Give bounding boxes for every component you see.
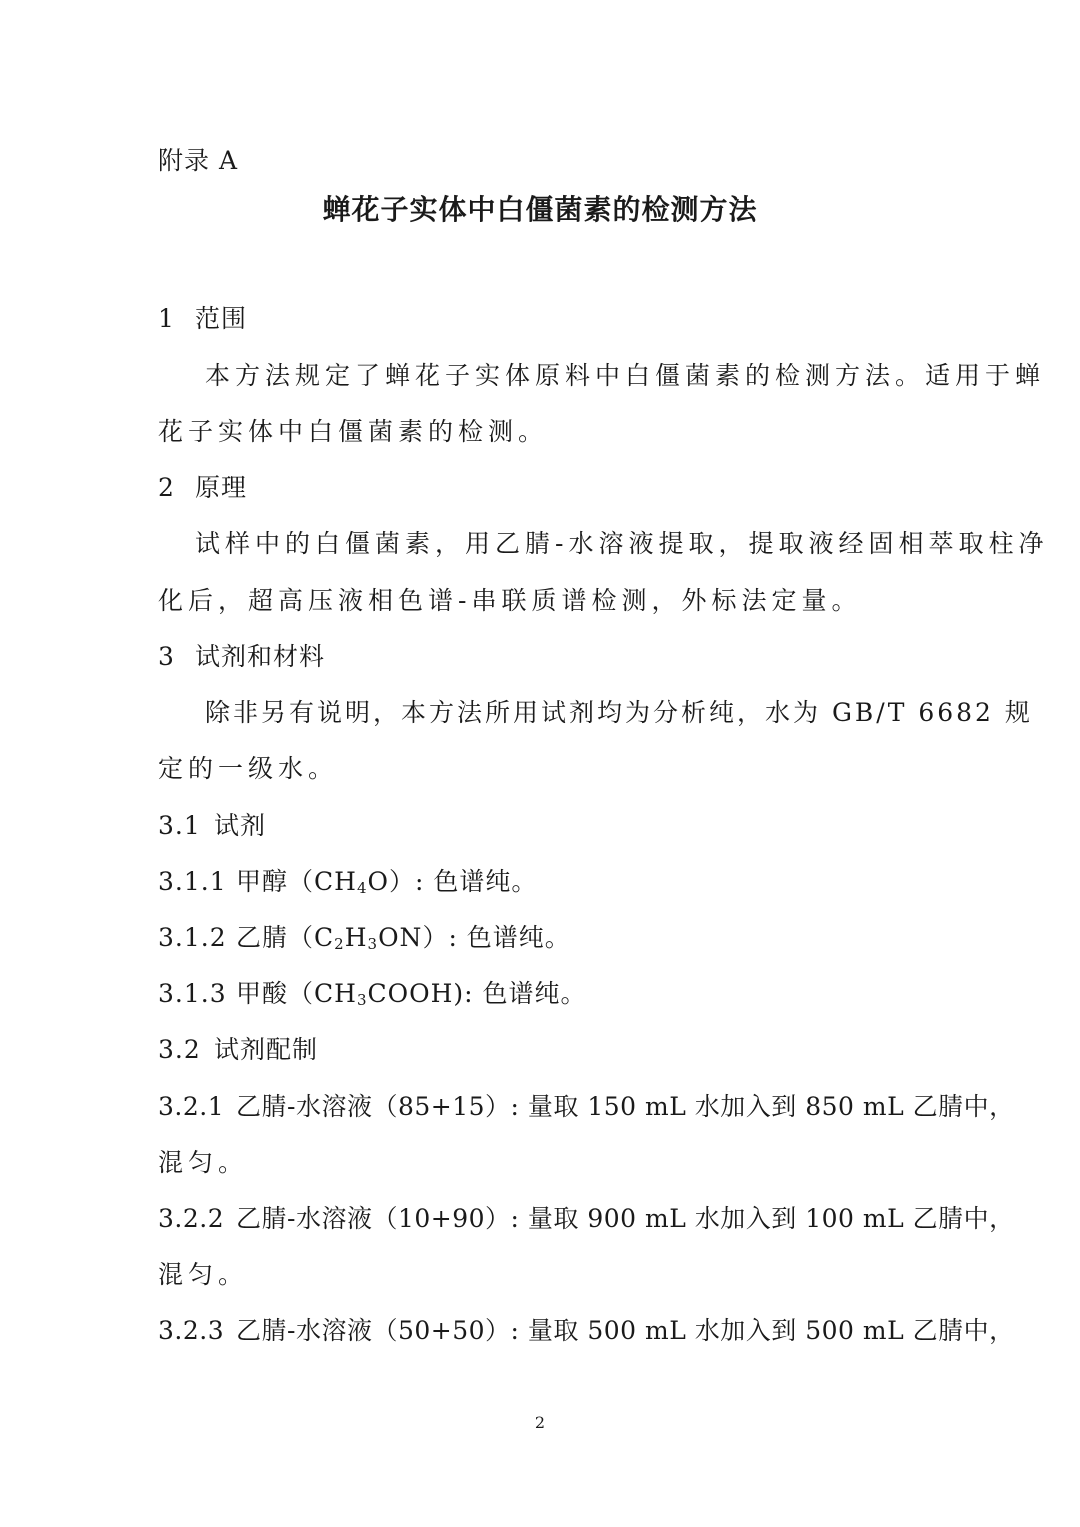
section-1-paragraph-line-1: 本方法规定了蝉花子实体原料中白僵菌素的检测方法。适用于蝉 [205, 361, 1046, 390]
formula-subscript: 4 [356, 879, 368, 897]
section-title: 试剂和材料 [195, 642, 326, 671]
appendix-label: 附录 A [158, 146, 239, 175]
reagent-grade: ）: 色谱纯。 [422, 923, 571, 952]
reagent-name: 甲醇（ [236, 867, 315, 896]
formula-part: C [314, 923, 335, 952]
solution-3-2-2-continuation: 混匀。 [158, 1260, 249, 1289]
formula-part: CH [314, 867, 357, 896]
item-number: 3.1.3 [158, 979, 227, 1008]
section-1-paragraph-line-2: 花子实体中白僵菌素的检测。 [158, 417, 549, 446]
item-number: 3.1.2 [158, 923, 227, 952]
solution-3-2-1-continuation: 混匀。 [158, 1148, 249, 1177]
formula-subscript: 3 [356, 991, 368, 1009]
solution-3-2-1 [158, 1090, 1015, 1124]
section-2-paragraph-line-2: 化后，超高压液相色谱-串联质谱检测，外标法定量。 [158, 586, 862, 615]
formula-part: CH [314, 979, 357, 1008]
section-title: 原理 [195, 473, 248, 502]
document-title: 蝉花子实体中白僵菌素的检测方法 [322, 193, 758, 226]
section-number: 3.2 [158, 1035, 201, 1064]
section-3-2-heading [158, 1033, 318, 1067]
section-number: 2 [158, 473, 175, 502]
formula-part: COOH [367, 979, 454, 1008]
reagent-grade: ): 色谱纯。 [453, 979, 587, 1008]
item-number: 3.1.1 [158, 867, 227, 896]
formula-subscript: 2 [334, 935, 345, 953]
item-number: 3.2.1 [158, 1092, 225, 1121]
solution-3-2-2 [158, 1202, 1015, 1236]
reagent-grade: ）: 色谱纯。 [389, 867, 538, 896]
section-number: 3.1 [158, 811, 201, 840]
formula-subscript: 3 [367, 935, 379, 953]
formula-part: ON [378, 923, 423, 952]
reagent-3-1-3 [158, 977, 587, 1011]
page-number: 2 [534, 1413, 546, 1432]
solution-text: 乙腈-水溶液（10+90）: 量取 900 mL 水加入到 100 mL 乙腈中， [236, 1204, 1015, 1233]
section-3-paragraph-line-1: 除非另有说明，本方法所用试剂均为分析纯，水为 GB/T 6682 规 [205, 698, 1033, 727]
formula-part: O [367, 867, 389, 896]
formula-part: H [344, 923, 368, 952]
section-2-paragraph-line-1: 试样中的白僵菌素，用乙腈-水溶液提取，提取液经固相萃取柱净 [195, 529, 1049, 558]
reagent-name: 乙腈（ [236, 923, 315, 952]
reagent-name: 甲酸（ [236, 979, 315, 1008]
section-title: 范围 [195, 304, 248, 333]
item-number: 3.2.2 [158, 1204, 225, 1233]
section-3-paragraph-line-2: 定的一级水。 [158, 754, 339, 783]
reagent-3-1-2 [158, 921, 571, 955]
reagent-3-1-1 [158, 865, 537, 899]
solution-text: 乙腈-水溶液（85+15）: 量取 150 mL 水加入到 850 mL 乙腈中， [236, 1092, 1015, 1121]
section-title: 试剂配制 [214, 1035, 319, 1064]
section-3-1-heading [158, 809, 266, 843]
section-title: 试剂 [214, 811, 267, 840]
solution-3-2-3 [158, 1314, 1015, 1348]
section-1-heading [158, 302, 247, 336]
solution-text: 乙腈-水溶液（50+50）: 量取 500 mL 水加入到 500 mL 乙腈中， [236, 1316, 1015, 1345]
section-2-heading [158, 471, 247, 505]
section-3-heading [158, 640, 325, 674]
section-number: 1 [158, 304, 175, 333]
item-number: 3.2.3 [158, 1316, 225, 1345]
section-number: 3 [158, 642, 175, 671]
